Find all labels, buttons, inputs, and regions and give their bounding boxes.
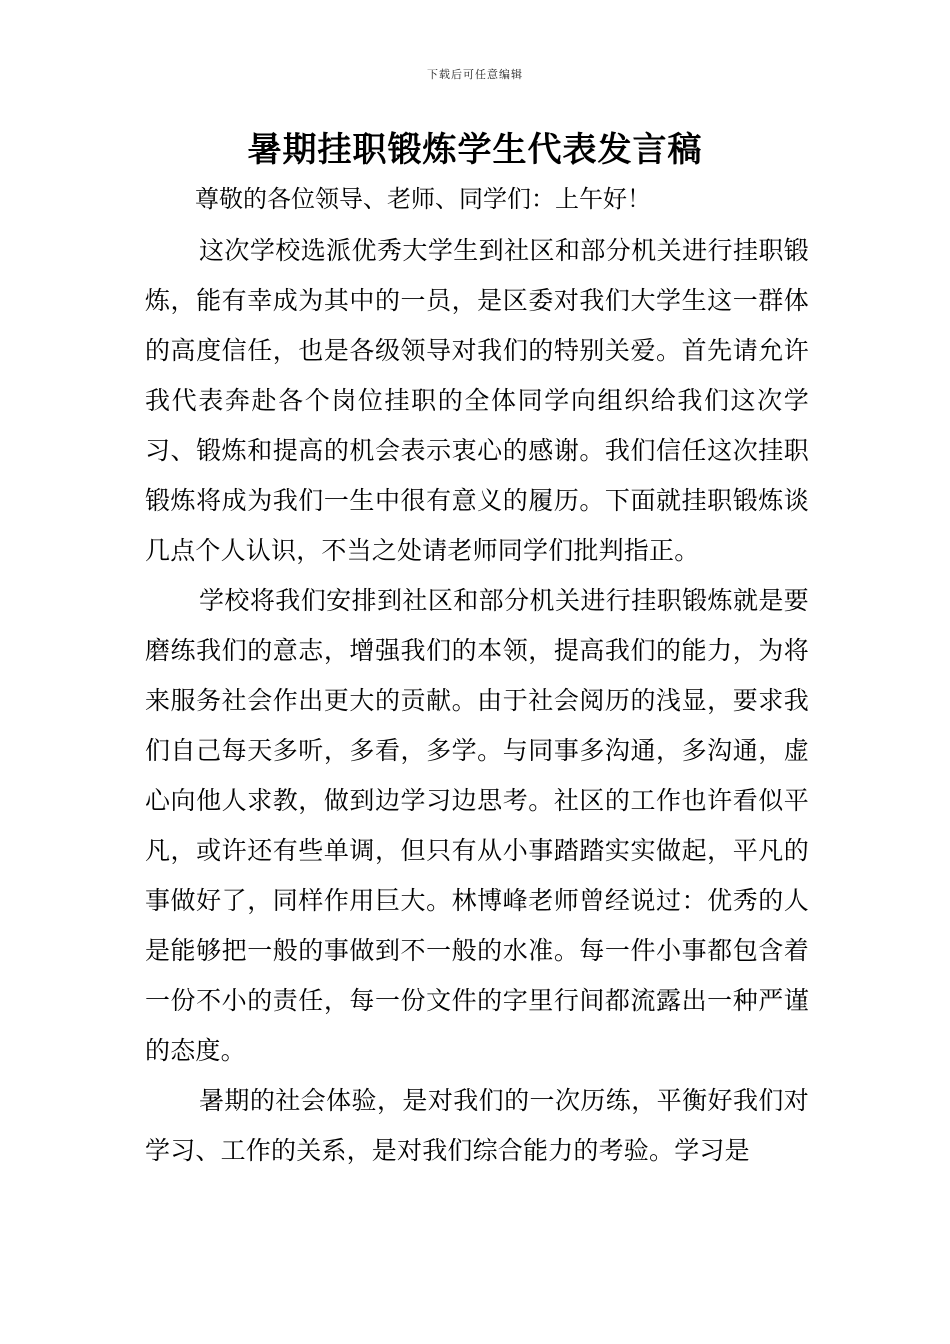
document-title: 暑期挂职锻炼学生代表发言稿 xyxy=(247,130,703,170)
greeting-line: 尊敬的各位领导、老师、同学们：上午好！ xyxy=(195,185,651,213)
paragraph-3: 暑期的社会体验，是对我们的一次历练，平衡好我们对学习、工作的关系，是对我们综合能力的考验。学习是 xyxy=(145,1086,809,1165)
header-note: 下载后可任意编辑 xyxy=(427,68,523,81)
paragraph-2: 学校将我们安排到社区和部分机关进行挂职锻炼就是要磨练我们的意志，增强我们的本领，提高我们的能力，为将来服务社会作出更大的贡献。由于社会阅历的浅显，要求我们自己每天多听，多看，多学。与同事多沟通，多沟通，虚心向他人求教，做到边学习边思考。社区的工作也许看似平凡，或许还有些单调，但只有从小事踏踏实实做起，平凡的事做好了，同样作用巨大。林博峰老师曾经说过：优秀的人是能够把一般的事做到不一般的水准。每一件小事都包含着一份不小的责任，每一份文件的字里行间都流露出一种严谨的态度。 xyxy=(145,586,809,1065)
paragraph-1: 这次学校选派优秀大学生到社区和部分机关进行挂职锻炼，能有幸成为其中的一员，是区委对我们大学生这一群体的高度信任，也是各级领导对我们的特别关爱。首先请允许我代表奔赴各个岗位挂职的全体同学向组织给我们这次学习、锻炼和提高的机会表示衷心的感谢。我们信任这次挂职锻炼将成为我们一生中很有意义的履历。下面就挂职锻炼谈几点个人认识，不当之处请老师同学们批判指正。 xyxy=(145,236,809,565)
document-body xyxy=(145,226,809,1176)
